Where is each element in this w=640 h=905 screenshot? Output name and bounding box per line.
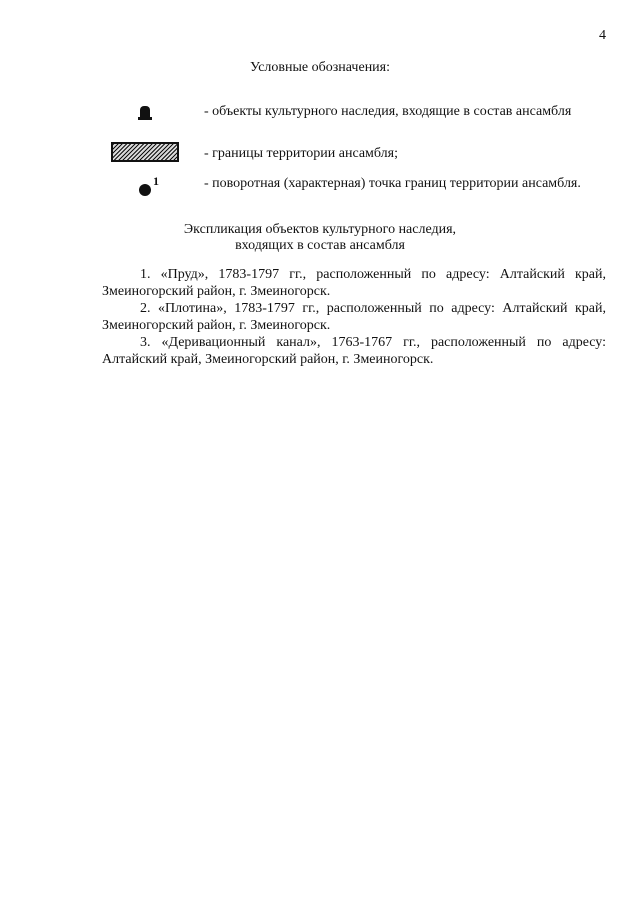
point-icon <box>139 174 159 196</box>
explication-title <box>0 222 640 254</box>
monument-icon <box>140 106 150 120</box>
point-label: 1 <box>153 174 159 188</box>
legend-item-turning-point <box>100 176 610 212</box>
list-item: 1. «Пруд», 1783-1797 гг., расположенный по адресу: Алтайский край, Змеиногорский район, г. Змеиногорск. <box>102 267 606 299</box>
explication-title-line: Экспликация объектов культурного наследия, <box>183 222 457 237</box>
legend-item-label: - объекты культурного наследия, входящие в состав ансамбля <box>204 104 572 119</box>
page-number: 4 <box>599 28 606 43</box>
legend-item-label: - поворотная (характерная) точка границ территории ансамбля. <box>204 176 581 191</box>
list-item: 3. «Деривационный канал», 1763-1767 гг., расположенный по адресу: Алтайский край, Змеиногорский район, г. Змеиногорск. <box>102 335 606 367</box>
legend-item-cultural-objects <box>100 104 610 124</box>
explication-list <box>102 266 606 368</box>
list-item: 2. «Плотина», 1783-1797 гг., расположенный по адресу: Алтайский край, Змеиногорский район, г. Змеиногорск. <box>102 301 606 333</box>
legend-item-label: - границы территории ансамбля; <box>204 146 398 161</box>
legend-item-territory-boundary <box>100 140 610 166</box>
legend-title: Условные обозначения: <box>249 60 391 75</box>
explication-title-line: входящих в состав ансамбля <box>235 238 405 253</box>
hatched-rectangle-icon <box>111 142 179 162</box>
